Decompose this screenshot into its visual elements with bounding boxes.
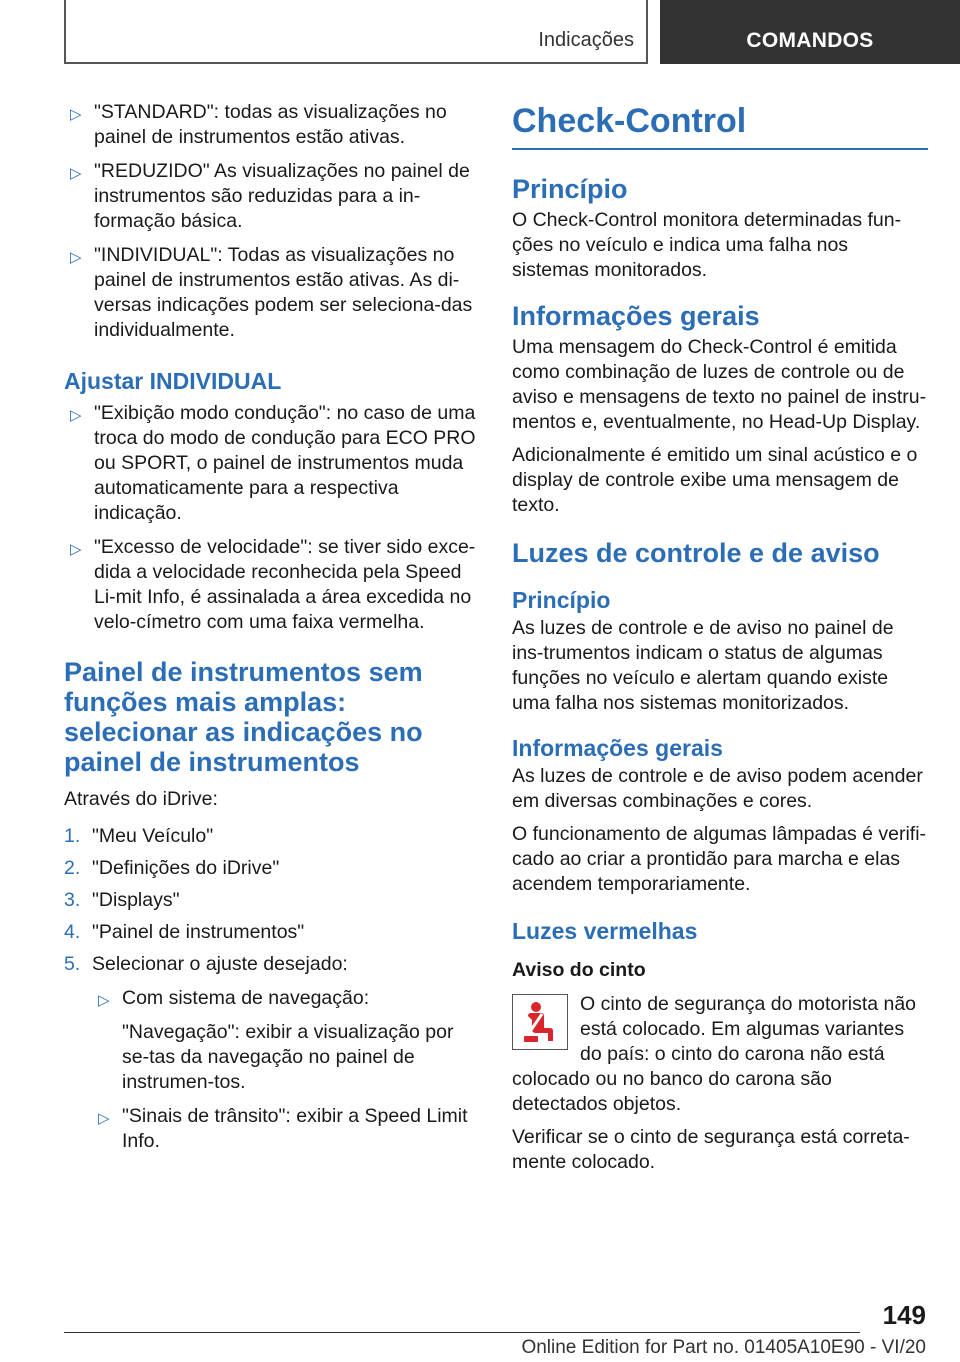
left-column [64, 100, 478, 1163]
edition-text: Online Edition for Part no. 01405A10E90 - VI/20 [521, 1337, 926, 1358]
heading-informacoes-gerais: Informações gerais [512, 301, 760, 331]
heading-luzes-controle: Luzes de controle e de aviso [512, 538, 880, 568]
heading-principio-2: Princípio [512, 587, 611, 613]
sub-list-item: ▷ "Sinais de trânsito": exibir a Speed Limit Info. [98, 1105, 468, 1152]
page-title: Check-Control [512, 100, 928, 150]
paragraph: O funcionamento de algumas lâmpadas é verifi-cado ao criar a prontidão para marcha e elas acendem temporariamente. [512, 823, 927, 895]
list-item: ▷ "INDIVIDUAL": Todas as visualizações no painel de instrumentos estão ativas. As di-versas indicações podem ser seleciona-das individualmente. [70, 244, 473, 341]
paragraph: O Check-Control monitora determinadas fun-ções no veículo e indica uma falha nos sistemas monitorados. [512, 209, 902, 281]
heading-aviso-cinto: Aviso do cinto [512, 959, 646, 981]
heading-ajustar-individual: Ajustar INDIVIDUAL [64, 368, 282, 394]
triangle-bullet-icon: ▷ [98, 992, 110, 1009]
list-item: ▷ "Exibição modo condução": no caso de uma troca do modo de condução para ECO PRO ou SPORT, o painel de instrumentos muda automaticamente para a respectiva indicação. [70, 402, 476, 524]
paragraph: As luzes de controle e de aviso podem acender em diversas combinações e cores. [512, 765, 923, 812]
chapter-tab [660, 0, 960, 64]
page-number: 149 [882, 1300, 926, 1330]
list-item: ▷ "Excesso de velocidade": se tiver sido exce-dida a velocidade reconhecida pela Speed Li-mit Info, é assinalada a área excedida no velo-címetro com uma faixa vermelha. [70, 536, 476, 633]
paragraph: As luzes de controle e de aviso no painel de ins-trumentos indicam o status de algumas funções no veículo e alertam quando existe uma falha nos sistemas monitorizados. [512, 617, 894, 714]
step-item: 4. "Painel de instrumentos" [64, 921, 305, 943]
list-item: ▷ "STANDARD": todas as visualizações no painel de instrumentos estão ativas. [70, 101, 447, 148]
paragraph: Adicionalmente é emitido um sinal acústico e o display de controle exibe uma mensagem de texto. [512, 444, 918, 516]
step-item: 5. Selecionar o ajuste desejado: [64, 953, 348, 975]
footer-divider [64, 1332, 860, 1333]
heading-painel-instrumentos: Painel de instrumentos sem funções mais amplas: selecionar as indicações no painel de instrumentos [64, 657, 423, 777]
paragraph: Uma mensagem do Check-Control é emitida como combinação de luzes de controle ou de aviso e mensagens de texto no painel de instru-mentos e, eventualmente, no Head-Up Display. [512, 336, 927, 433]
section-tab [64, 0, 648, 64]
chapter-title: COMANDOS [746, 29, 874, 52]
page-header [0, 0, 960, 66]
triangle-bullet-icon: ▷ [70, 106, 82, 123]
triangle-bullet-icon: ▷ [70, 249, 82, 266]
triangle-bullet-icon: ▷ [70, 165, 82, 182]
sub-list-item: ▷ Com sistema de navegação: [92, 986, 478, 1011]
step-item: 1. "Meu Veículo" [64, 825, 214, 847]
seatbelt-warning-block [512, 992, 928, 1117]
heading-luzes-vermelhas: Luzes vermelhas [512, 918, 698, 944]
heading-informacoes-gerais-2: Informações gerais [512, 735, 723, 761]
sub-item-text: "Navegação": exibir a visualização por se-tas da navegação no painel de instrumen-tos. [122, 1021, 454, 1093]
triangle-bullet-icon: ▷ [70, 541, 82, 558]
paragraph: Verificar se o cinto de segurança está correta-mente colocado. [512, 1126, 910, 1173]
step-item: 3. "Displays" [64, 889, 180, 911]
seatbelt-warning-icon [512, 994, 568, 1050]
section-title: Indicações [538, 29, 634, 51]
heading-principio: Princípio [512, 174, 628, 204]
triangle-bullet-icon: ▷ [70, 407, 82, 424]
list-item: ▷ "REDUZIDO" As visualizações no painel de instrumentos são reduzidas para a in-formação básica. [70, 160, 470, 232]
intro-text: Através do iDrive: [64, 788, 218, 810]
triangle-bullet-icon: ▷ [98, 1110, 110, 1127]
right-column [512, 100, 928, 1183]
step-item: 2. "Definições do iDrive" [64, 857, 280, 879]
paragraph: O cinto de segurança do motorista não está colocado. Em algumas variantes do país: o cinto do carona não está colocado ou no banco do carona são detectados objetos. [512, 993, 917, 1115]
